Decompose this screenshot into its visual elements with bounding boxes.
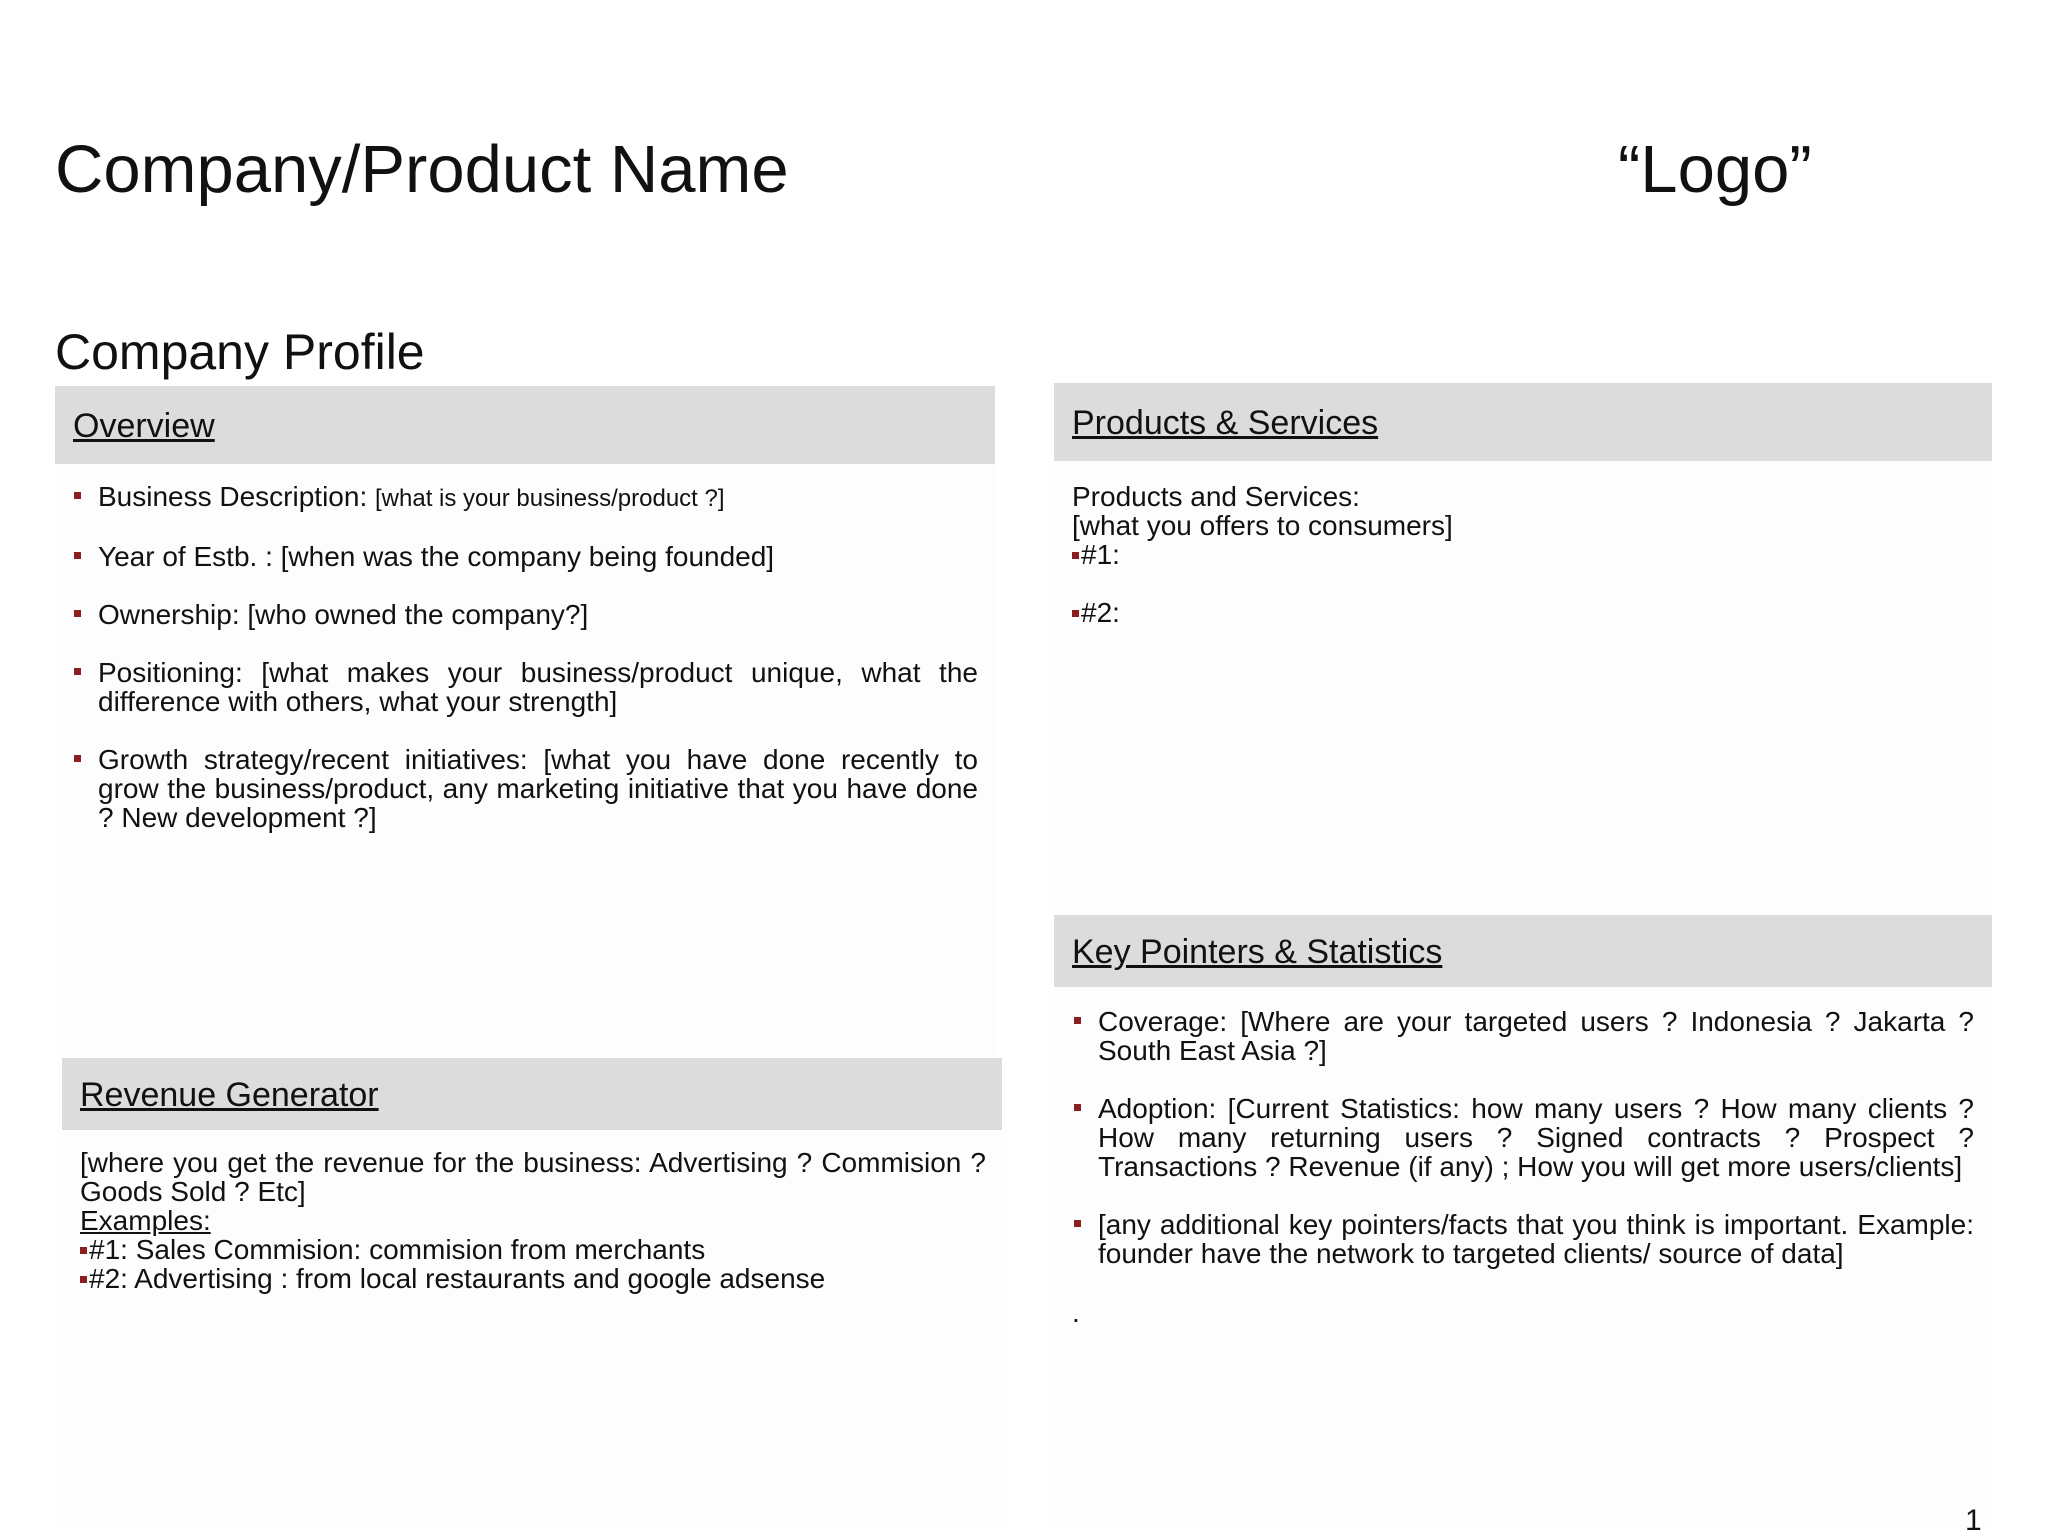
bullet-square-icon [74, 492, 81, 499]
bullet-square-icon [1074, 1104, 1081, 1111]
list-item [1072, 1007, 1974, 1065]
item-text: [any additional key pointers/facts that you think is important. Example: founder have the network to targeted clients/ source of data] [1098, 1209, 1974, 1269]
item-label: Ownership: [98, 599, 248, 630]
overview-list [72, 482, 978, 832]
list-item [72, 600, 978, 629]
section-subtitle: Company Profile [55, 324, 425, 380]
item-label: Growth strategy/recent initiatives: [98, 744, 544, 775]
item-label: Year of Estb. : [98, 541, 281, 572]
item-label: Positioning: [98, 657, 262, 688]
revenue-heading: Revenue Generator [80, 1076, 379, 1114]
item-detail: [who owned the company?] [247, 599, 589, 630]
products-label: Products and Services: [1072, 481, 1360, 512]
product-item: #2: [1081, 597, 1120, 628]
list-item [1072, 1210, 1974, 1268]
bullet-square-icon [1072, 610, 1079, 617]
bullet-square-icon [80, 1247, 87, 1254]
item-detail: [what you have done recently to grow the business/product, any marketing initiative that you have done ? New development ?] [98, 744, 978, 833]
overview-body [72, 482, 978, 861]
products-description: [what you offers to consumers] [1072, 510, 1453, 541]
item-detail: [what makes your business/product unique, what the difference with others, what your strength] [98, 657, 978, 717]
logo-placeholder: “Logo” [1618, 132, 1812, 207]
list-item [72, 542, 978, 571]
revenue-description: [where you get the revenue for the business: Advertising ? Commision ? Goods Sold ? Etc] [80, 1147, 986, 1207]
products-heading: Products & Services [1072, 404, 1379, 442]
list-item [80, 1235, 986, 1264]
item-text: Adoption: [Current Statistics: how many users ? How many clients ? How many returning users ? Signed contracts ? Prospect ? Transactions ? Revenue (if any) ; How you will get more users/clients] [1098, 1093, 1974, 1182]
bullet-square-icon [1074, 1220, 1081, 1227]
example-text: #1: Sales Commision: commision from merchants [89, 1234, 706, 1265]
products-header [1054, 383, 1992, 461]
key-pointers-header [1054, 915, 1992, 987]
bullet-square-icon [74, 610, 81, 617]
list-item [1072, 598, 1972, 627]
item-label: Business Description: [98, 481, 376, 512]
products-body [1072, 482, 1972, 627]
examples-label: Examples: [80, 1205, 211, 1236]
page-number: 1 [1965, 1504, 1982, 1536]
list-item [72, 658, 978, 716]
key-pointers-heading: Key Pointers & Statistics [1072, 933, 1443, 971]
item-detail: [what is your business/product ?] [375, 485, 725, 512]
bullet-square-icon [74, 552, 81, 559]
revenue-body [80, 1148, 986, 1293]
list-item [72, 745, 978, 832]
list-item [72, 482, 978, 513]
bullet-square-icon [80, 1276, 87, 1283]
bullet-square-icon [1072, 552, 1079, 559]
overview-heading: Overview [73, 407, 215, 445]
key-pointers-list [1072, 1007, 1974, 1268]
page-title: Company/Product Name [55, 132, 789, 207]
bullet-square-icon [74, 668, 81, 675]
overview-header [55, 386, 995, 464]
item-text: Coverage: [Where are your targeted users ? Indonesia ? Jakarta ? South East Asia ?] [1098, 1006, 1974, 1066]
trailing-mark: . [1072, 1297, 1080, 1328]
products-panel [1054, 383, 1992, 913]
list-item [1072, 1094, 1974, 1181]
bullet-square-icon [1074, 1017, 1081, 1024]
key-pointers-body [1072, 1007, 1974, 1327]
list-item [1072, 540, 1972, 569]
revenue-header [62, 1058, 1002, 1130]
item-detail: [when was the company being founded] [280, 541, 775, 572]
example-text: #2: Advertising : from local restaurants and google adsense [89, 1263, 826, 1294]
product-item: #1: [1081, 539, 1120, 570]
bullet-square-icon [74, 755, 81, 762]
list-item [80, 1264, 986, 1293]
